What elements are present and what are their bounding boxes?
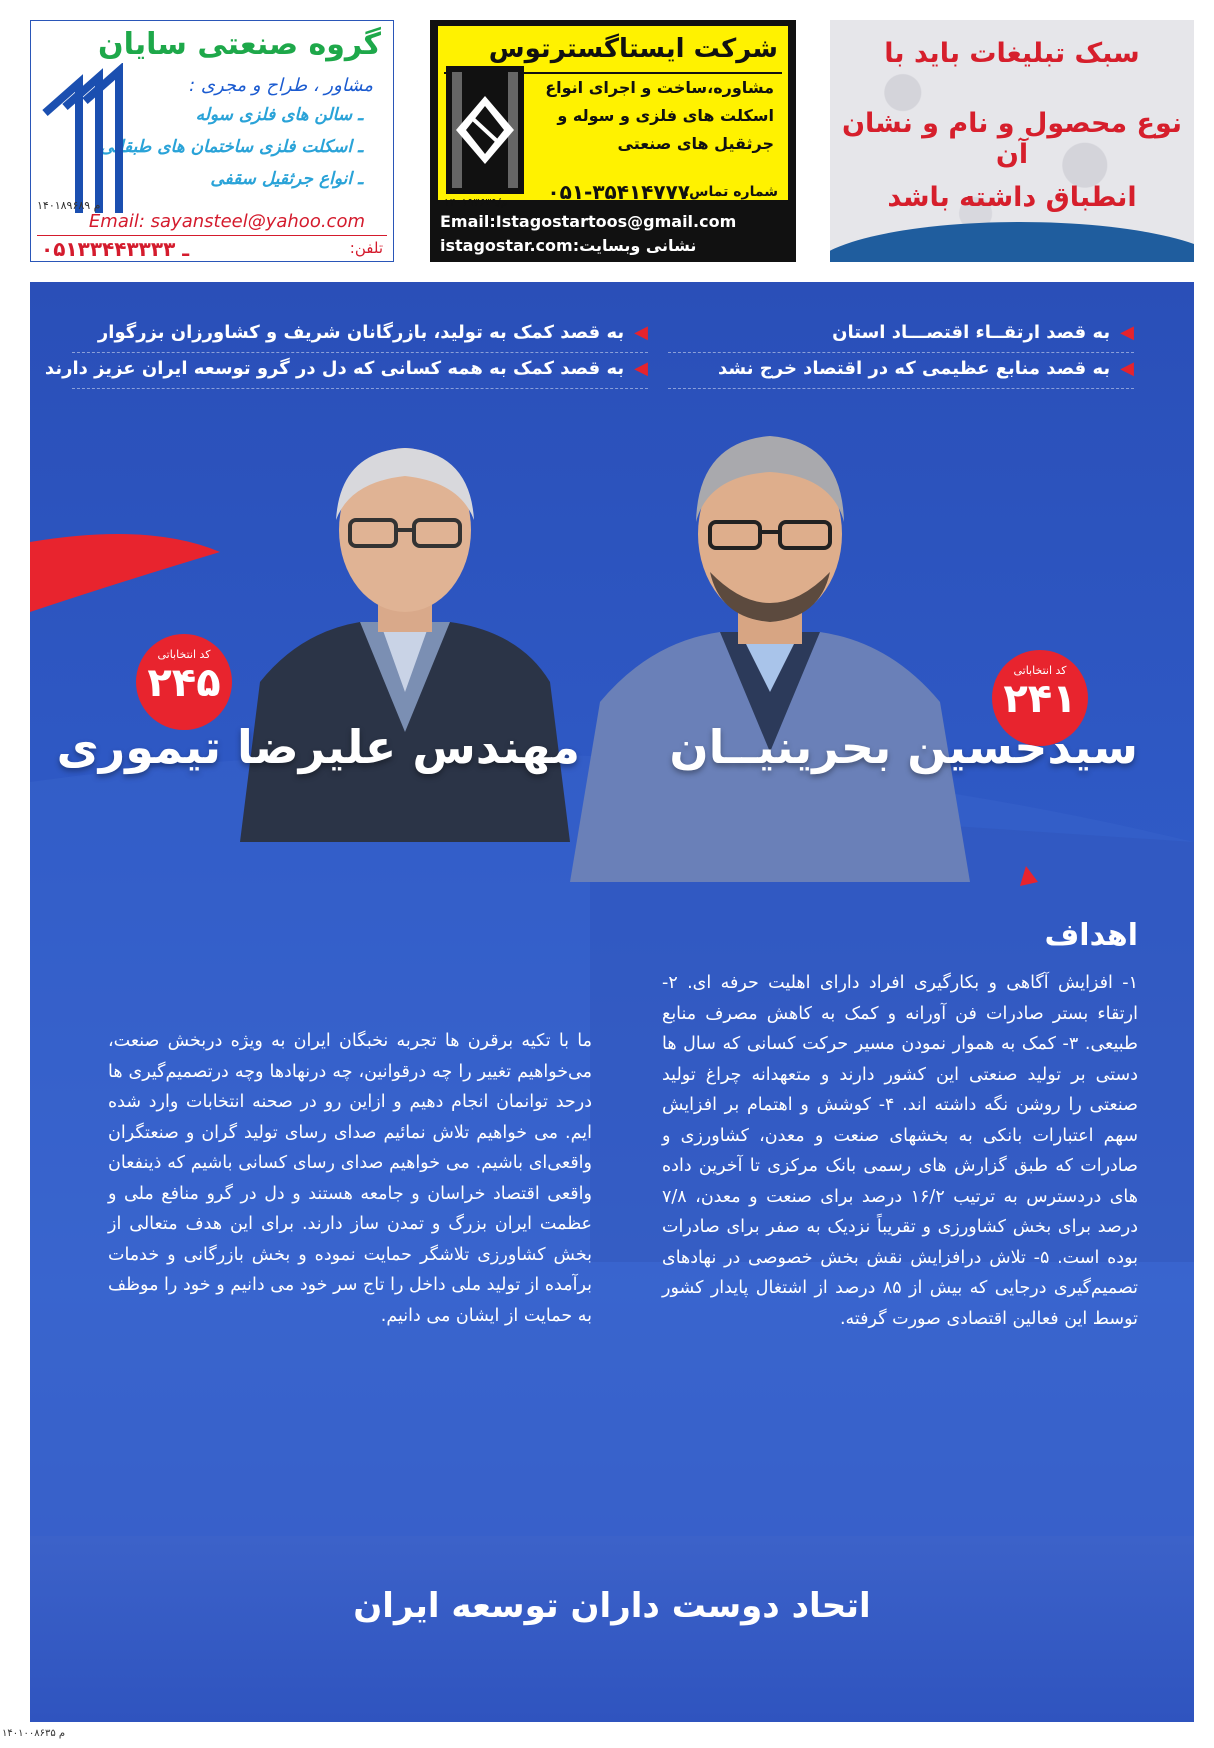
candidate-name: سیدحسین بحرینیــان xyxy=(669,720,1138,774)
footer-slogan: اتحاد دوست داران توسعه ایران xyxy=(353,1586,871,1626)
ad-service-item: ـ انواع جرثقیل سقفی xyxy=(210,169,363,189)
divider xyxy=(72,388,648,389)
candidate-photo-bahreinian xyxy=(570,422,970,882)
election-poster xyxy=(30,282,1194,1722)
divider xyxy=(668,352,1134,353)
ad-yellow-panel xyxy=(436,24,790,202)
ad-slogan xyxy=(830,20,1194,262)
divider xyxy=(37,235,387,236)
election-code-badge xyxy=(136,634,232,730)
ad-website[interactable]: نشانی وبسایت:istagostar.com xyxy=(440,236,697,255)
divider xyxy=(72,352,648,353)
red-triangle-icon: ◀ xyxy=(1120,358,1134,379)
building-logo-icon xyxy=(39,63,127,213)
ad-service-item: ـ سالن های فلزی سوله xyxy=(195,105,363,125)
ad-desc-line: مشاوره،ساخت و اجرای انواع xyxy=(545,78,774,97)
slogan-line: سبک تبلیغات باید با xyxy=(884,38,1140,69)
footer-band xyxy=(30,1536,1194,1722)
ad-desc-line: جرثقیل های صنعتی xyxy=(617,134,774,153)
bullet-item: ◀به قصد منابع عظیمی که در اقتصاد خرج نشد xyxy=(718,358,1134,379)
ad-email[interactable]: Email:Istagostartoos@gmail.com xyxy=(440,212,737,231)
candidate-photo-teymouri xyxy=(240,432,570,842)
decorative-wave xyxy=(830,222,1194,262)
bullet-item: ◀به قصد کمک به تولید، بازرگانان شریف و کشاورزان بزرگوار xyxy=(97,322,648,343)
candidate-name: مهندس علیرضا تیموری xyxy=(56,720,580,774)
slogan-line: نوع محصول و نام و نشان آن xyxy=(841,108,1183,170)
ad-phone[interactable]: ۰۵۱ـ ۳۳۴۴۳۳۳۳ xyxy=(41,237,190,261)
ad-phone[interactable]: ۰۵۱-۳۵۴۱۴۷۷۷ xyxy=(547,180,690,204)
ad-email[interactable]: Email: sayansteel@yahoo.com xyxy=(88,211,365,232)
ad-phone-label: شماره تماس: xyxy=(683,184,778,200)
code-number: ۲۴۱ xyxy=(1003,676,1077,722)
ad-subtitle: مشاور ، طراح و مجری : xyxy=(189,75,373,96)
red-triangle-icon: ◀ xyxy=(634,322,648,343)
slogan-line: انطباق داشته باشد xyxy=(887,182,1137,213)
ad-istagostar xyxy=(430,20,796,262)
red-triangle-icon: ◀ xyxy=(1120,322,1134,343)
ad-service-item: ـ اسکلت فلزی ساختمان های طبقاتی xyxy=(99,137,363,157)
code-label: کد انتخاباتی xyxy=(157,648,211,661)
ad-title: شرکت ایستاگسترتوس xyxy=(488,34,778,64)
bullet-item: ◀به قصد ارتقــاء اقتصـــاد استان xyxy=(832,322,1134,343)
code-number: ۲۴۵ xyxy=(147,660,221,706)
ad-desc-line: اسکلت های فلزی و سوله و xyxy=(557,106,774,125)
code-label: کد انتخاباتی xyxy=(1013,664,1067,677)
steel-frame-logo-icon xyxy=(446,66,524,194)
ad-title: گروه صنعتی سایان xyxy=(97,27,381,62)
statement-text: ما با تکیه برقرن ها تجربه نخبگان ایران به ویژه دربخش صنعت، می‌خواهیم تغییر را چه درقوانین، چه درنهادها وچه درتصمیم‌گیری ها درحد توانمان انجام دهیم و ازاین رو در صحنه انتخابات وارد شده ایم. می خواهیم تلاش نمائیم صدای رسای تولید گران و صنعتگران واقعی‌ای باشیم. می خواهیم صدای رسای کسانی باشیم که ذینفعان واقعی اقتصاد خراسان و جامعه هستند و دل در گرو منافع ملی و عظمت ایران بزرگ و تمدن ساز دارند. برای این هدف متعالی از بخش کشاورزی تلاشگر حمایت نموده و بخش بازرگانی و خدمات برآمده از تولید ملی داخل را تاج سر خود می دانیم و خود را موظف به حمایت از ایشان می دانیم. xyxy=(108,1031,592,1326)
goals-title: اهداف xyxy=(1044,918,1138,953)
bottom-reg-number: ۱۴۰۱۰۰۸۶۳۵ م xyxy=(2,1728,66,1739)
divider xyxy=(668,388,1134,389)
red-triangle-icon: ◀ xyxy=(634,358,648,379)
ad-sayan-group xyxy=(30,20,394,262)
ad-phone-label: تلفن: xyxy=(349,239,383,257)
goals-text: ۱- افزایش آگاهی و بکارگیری افراد دارای اهلیت حرفه ای. ۲- ارتقاء بستر صادرات فن آورانه و کمک به کاهش مصرف منابع طبیعی. ۳- کمک به هموار نمودن مسیر حرکت کسانی که سال ها دستی بر تولید صنعتی این کشور دارند و متعهدانه چراغ تولید صنعتی را روشن نگه داشته اند. ۴- کوشش و اهتمام بر افزایش سهم اعتبارات بانکی به بخشهای صنعت و معدن، کشاورزی و صادرات که طبق گزارش های رسمی بانک مرکزی تا آخرین داده های دردسترس به ترتیب ۱۶/۲ درصد برای صنعت و معدن، ۷/۸ درصد برای بخش کشاورزی و تقریباً نزدیک به صفر برای صادرات بوده است. ۵- تلاش درافزایش نقش بخش خصوصی در نهادهای تصمیم‌گیری درجایی که بیش از ۸۵ درصد از اشتغال پایدار کشور توسط این فعالین اقتصادی صورت گرفته. xyxy=(662,973,1138,1329)
bullet-item: ◀به قصد کمک به همه کسانی که دل در گرو توسعه ایران عزیز دارند xyxy=(44,358,648,379)
ad-reg-number: ۱۴۰۱۹۳۶۳۹/م xyxy=(444,196,508,209)
ad-reg-number: ۱۴۰۱۸۹۶۸۹ م xyxy=(37,199,101,212)
